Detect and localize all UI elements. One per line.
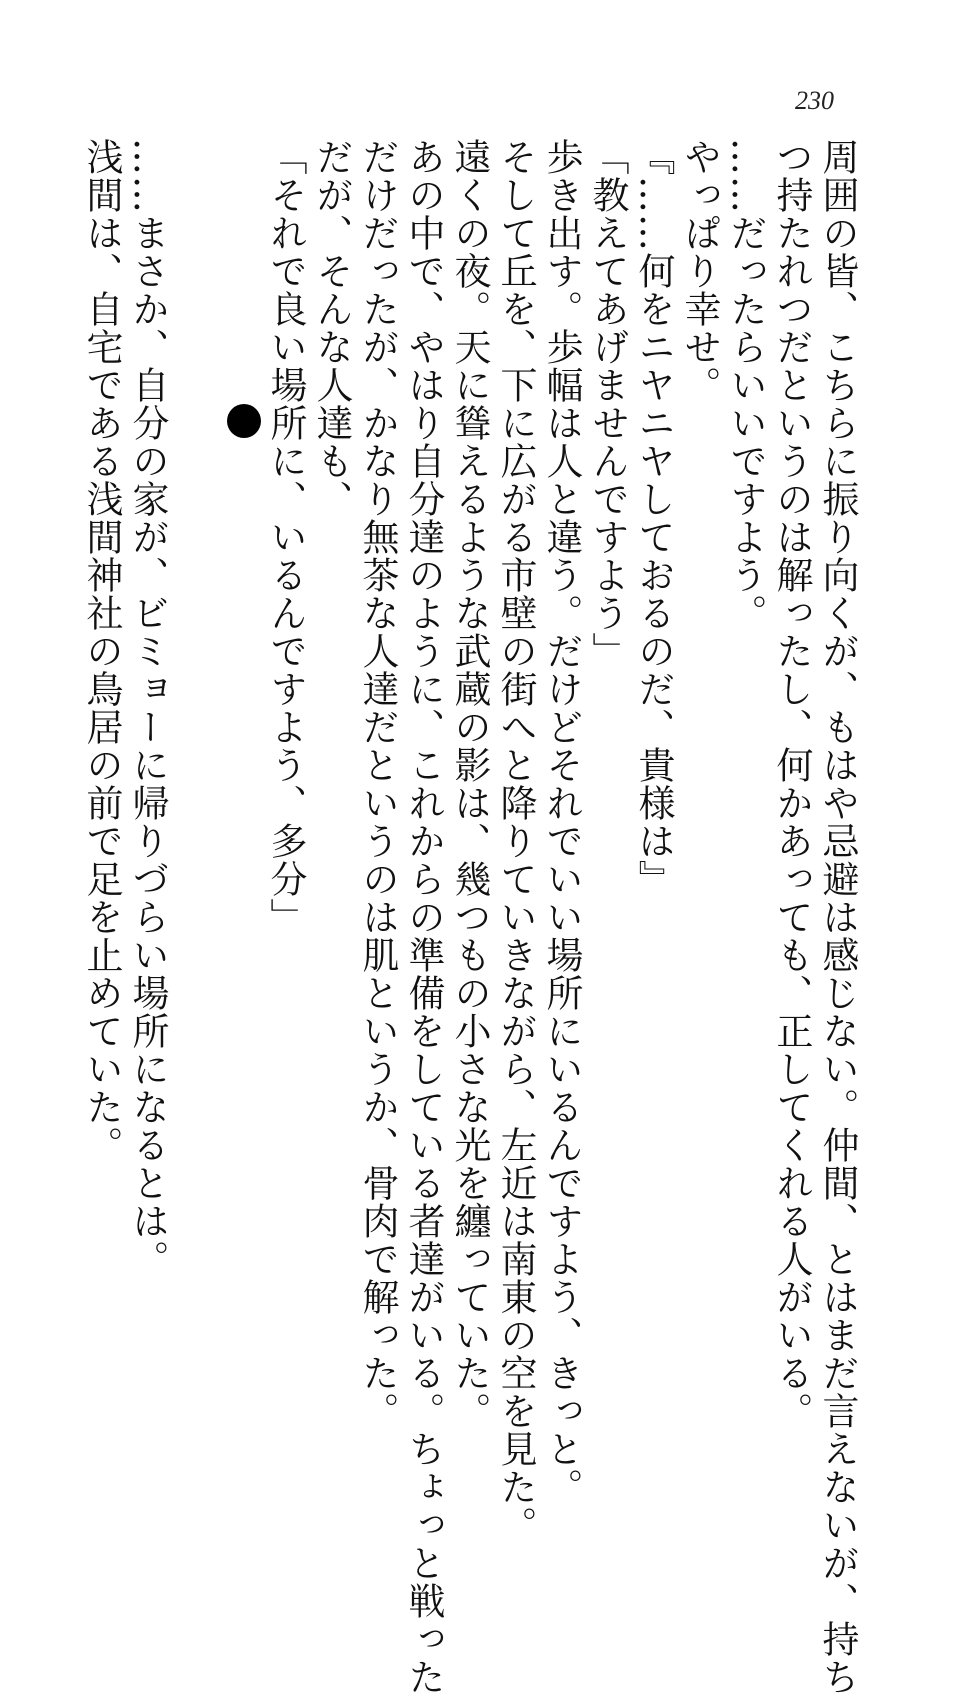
scene-break-dot [227, 404, 261, 438]
text-line-7: 歩き出す。歩幅は人と違う。だけどそれでいい場所にいるんですよう、きっと。 [540, 138, 583, 1506]
text-line-13: 「それで良い場所に、いるんですよう、多分」 [264, 138, 307, 936]
text-line-5: 『……何をニヤニヤしておるのだ、貴様は』 [632, 138, 675, 898]
text-line-8: そして丘を、下に広がる市壁の街へと降りていきながら、左近は南東の空を見た。 [494, 138, 537, 1544]
text-line-2: つ持たれつだというのは解ったし、何かあっても、正してくれる人がいる。 [770, 138, 813, 1430]
text-line-11: だけだったが、かなり無茶な人達だというのは肌というか、骨肉で解った。 [356, 138, 399, 1430]
scene-break-gap [216, 138, 262, 1258]
text-line-1: 周囲の皆、こちらに振り向くが、もはや忌避は感じない。仲間、とはまだ言えないが、持ち [816, 138, 859, 1696]
text-line-10: あの中で、やはり自分達のように、これからの準備をしている者達がいる。ちょっと戦った [402, 138, 445, 1696]
text-line-14: ……まさか、自分の家が、ビミョーに帰りづらい場所になるとは。 [126, 138, 169, 1278]
vertical-text-body [80, 138, 860, 1696]
page-number: 230 [795, 86, 834, 115]
text-line-12: だが、そんな人達も、 [310, 138, 353, 518]
text-line-6: 「教えてあげませんですよう」 [586, 138, 629, 670]
scene-break-gap-2 [170, 138, 216, 1258]
text-line-9: 遠くの夜。天に聳えるような武蔵の影は、幾つもの小さな光を纏っていた。 [448, 138, 491, 1430]
text-line-15: 浅間は、自宅である浅間神社の鳥居の前で足を止めていた。 [80, 138, 123, 1164]
text-line-3: ……だったらいいですよう。 [724, 138, 767, 632]
text-line-4: やっぱり幸せ。 [678, 138, 721, 404]
